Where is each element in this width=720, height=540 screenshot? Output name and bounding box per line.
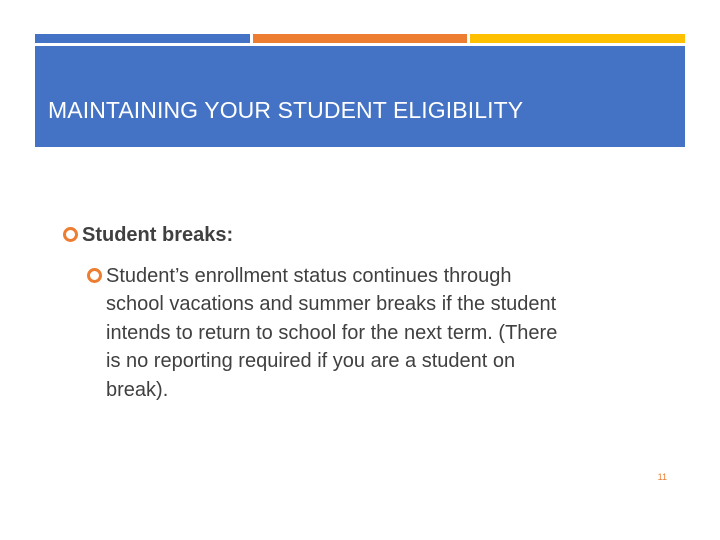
bullet-level2-line: is no reporting required if you are a student on (106, 350, 516, 373)
accent-bar-orange (253, 34, 467, 43)
bullet-level2-line: Student’s enrollment status continues through (106, 265, 512, 287)
bullet-level2-line: break). (106, 378, 169, 401)
bullet-level2-line: intends to return to school for the next term. (There (106, 321, 558, 344)
accent-bar-blue (35, 34, 250, 43)
ring-bullet-icon (63, 227, 78, 242)
bullet-level1-text: Student breaks: (82, 224, 234, 246)
ring-bullet-icon (87, 268, 102, 283)
accent-bar-yellow (470, 34, 685, 43)
page-number: 11 (657, 472, 667, 482)
bullet-level2-text (106, 262, 666, 404)
bullet-level2-line: school vacations and summer breaks if the student (106, 293, 557, 316)
title-band (35, 46, 685, 147)
slide-title: MAINTAINING YOUR STUDENT ELIGIBILITY (48, 97, 524, 123)
